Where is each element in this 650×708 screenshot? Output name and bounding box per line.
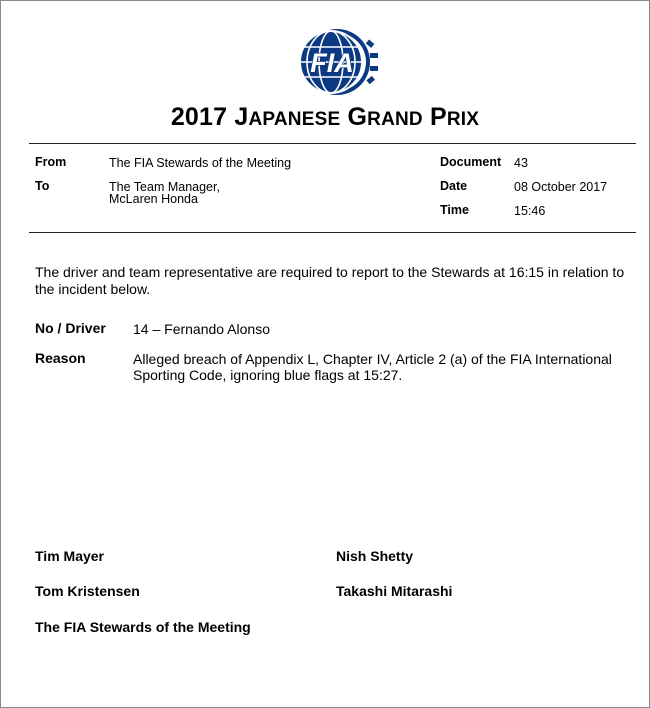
steward-name: Takashi Mitarashi <box>336 583 453 599</box>
header-bottom-divider <box>29 232 636 233</box>
title-word: GRAND <box>347 103 423 131</box>
time-value: 15:46 <box>514 204 546 218</box>
document-label: Document <box>440 155 502 169</box>
to-label: To <box>35 179 50 193</box>
to-value-line2: McLaren Honda <box>109 192 198 206</box>
header-top-divider <box>29 143 636 144</box>
reason-value: Alleged breach of Appendix L, Chapter IV, Article 2 (a) of the FIA International Sporting Code, ignoring blue flags at 15:27. <box>133 351 612 383</box>
driver-label: No / Driver <box>35 320 106 336</box>
date-label: Date <box>440 179 468 193</box>
page-title <box>1 103 649 132</box>
title-word: PRIX <box>430 103 480 131</box>
steward-name: Nish Shetty <box>336 548 414 564</box>
signoff: The FIA Stewards of the Meeting <box>35 619 251 635</box>
reason-label: Reason <box>35 350 86 366</box>
logo-text: FIA <box>310 48 354 78</box>
to-value-line1: The Team Manager, <box>109 180 220 194</box>
fia-logo-icon <box>285 27 383 97</box>
from-label: From <box>35 155 67 169</box>
driver-value: 14 – Fernando Alonso <box>133 321 270 337</box>
intro-paragraph: The driver and team representative are required to report to the Stewards at 16:15 in relation to the incident below. <box>35 264 625 297</box>
time-label: Time <box>440 203 469 217</box>
document-number: 43 <box>514 156 528 170</box>
steward-name: Tim Mayer <box>35 548 104 564</box>
steward-name: Tom Kristensen <box>35 583 140 599</box>
date-value: 08 October 2017 <box>514 180 608 194</box>
from-value: The FIA Stewards of the Meeting <box>109 156 292 170</box>
title-year: 2017 <box>170 103 228 131</box>
title-word: JAPANESE <box>234 103 341 131</box>
